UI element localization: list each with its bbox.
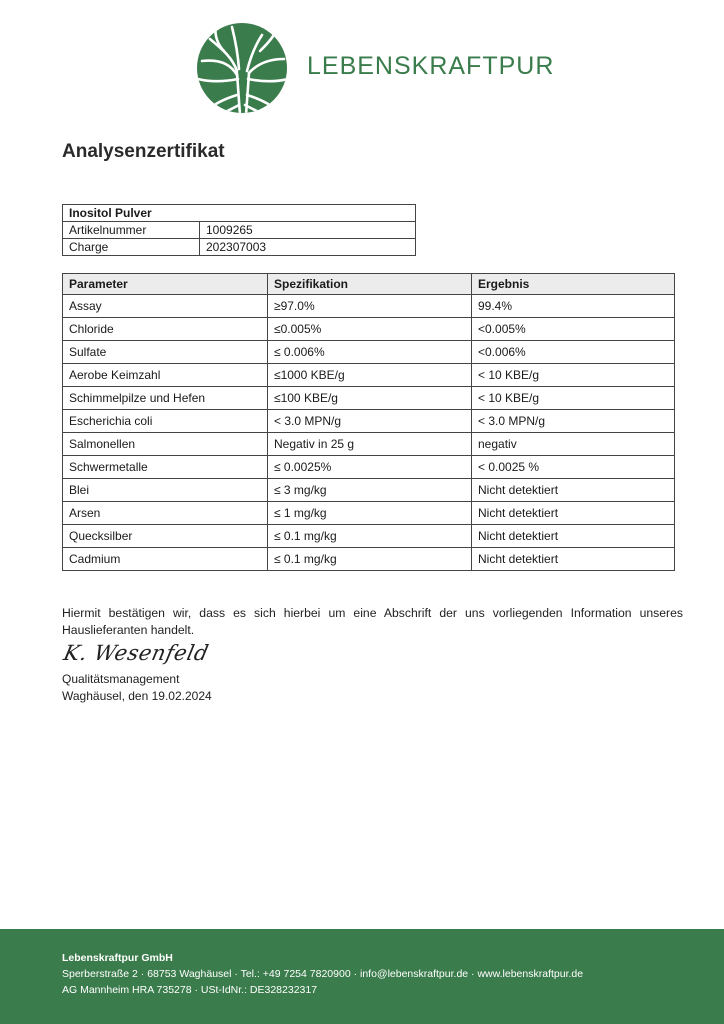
brand-wordmark xyxy=(307,52,554,81)
cell-parameter: Escherichia coli xyxy=(63,410,268,433)
cell-spec: ≤100 KBE/g xyxy=(268,387,472,410)
cell-result: < 0.0025 % xyxy=(472,456,675,479)
cell-parameter: Aerobe Keimzahl xyxy=(63,364,268,387)
product-row xyxy=(63,222,416,239)
table-row xyxy=(63,456,675,479)
cell-parameter: Chloride xyxy=(63,318,268,341)
table-row xyxy=(63,502,675,525)
cell-spec: ≤ 0.006% xyxy=(268,341,472,364)
cell-parameter: Schwermetalle xyxy=(63,456,268,479)
cell-spec: ≤0.005% xyxy=(268,318,472,341)
cell-spec: ≤ 3 mg/kg xyxy=(268,479,472,502)
cell-spec: ≤ 0.1 mg/kg xyxy=(268,548,472,571)
cell-spec: ≥97.0% xyxy=(268,295,472,318)
brand-name-part2: PUR xyxy=(498,52,555,80)
cell-result: < 10 KBE/g xyxy=(472,364,675,387)
results-header-row xyxy=(63,274,675,295)
product-name: Inositol Pulver xyxy=(63,205,416,222)
cell-result: < 10 KBE/g xyxy=(472,387,675,410)
footer-registration: AG Mannheim HRA 735278 · USt-IdNr.: DE328232317 xyxy=(62,984,318,996)
footer-company: Lebenskraftpur GmbH xyxy=(62,952,173,964)
table-row xyxy=(63,548,675,571)
header-spec: Spezifikation xyxy=(268,274,472,295)
place-date: Waghäusel, den 19.02.2024 xyxy=(62,689,212,703)
table-row xyxy=(63,479,675,502)
footer xyxy=(0,929,724,1024)
brand-name-part1: LEBENSKRAFT xyxy=(307,52,499,80)
product-row-value: 1009265 xyxy=(200,222,416,239)
product-row-value: 202307003 xyxy=(200,239,416,256)
cell-parameter: Assay xyxy=(63,295,268,318)
footer-address: Sperberstraße 2 · 68753 Waghäusel · Tel.: +49 7254 7820900 · info@lebenskraftpur.de · www.lebenskraftpur.de xyxy=(62,968,584,980)
cell-spec: ≤ 1 mg/kg xyxy=(268,502,472,525)
product-name-row xyxy=(63,205,416,222)
table-row xyxy=(63,410,675,433)
cell-result: Nicht detektiert xyxy=(472,479,675,502)
cell-parameter: Quecksilber xyxy=(63,525,268,548)
tree-logo-icon xyxy=(192,21,292,115)
cell-parameter: Arsen xyxy=(63,502,268,525)
signature-name: K. Wesenfeld xyxy=(61,641,211,665)
cell-spec: < 3.0 MPN/g xyxy=(268,410,472,433)
table-row xyxy=(63,433,675,456)
table-row xyxy=(63,387,675,410)
cell-result: Nicht detektiert xyxy=(472,525,675,548)
confirmation-text: Hiermit bestätigen wir, dass es sich hierbei um eine Abschrift der uns vorliegenden Information unseres Hauslieferanten handelt. xyxy=(62,606,683,637)
table-row xyxy=(63,364,675,387)
table-row xyxy=(63,341,675,364)
cell-spec: ≤ 0.1 mg/kg xyxy=(268,525,472,548)
cell-parameter: Cadmium xyxy=(63,548,268,571)
header-result: Ergebnis xyxy=(472,274,675,295)
cell-result: Nicht detektiert xyxy=(472,502,675,525)
cell-result: Nicht detektiert xyxy=(472,548,675,571)
product-row-label: Charge xyxy=(63,239,200,256)
product-row-label: Artikelnummer xyxy=(63,222,200,239)
table-row xyxy=(63,525,675,548)
header-parameter: Parameter xyxy=(63,274,268,295)
cell-result: < 3.0 MPN/g xyxy=(472,410,675,433)
cell-result: negativ xyxy=(472,433,675,456)
cell-result: 99.4% xyxy=(472,295,675,318)
product-table xyxy=(62,204,416,256)
cell-parameter: Salmonellen xyxy=(63,433,268,456)
results-table xyxy=(62,273,675,571)
table-row xyxy=(63,318,675,341)
cell-spec: Negativ in 25 g xyxy=(268,433,472,456)
signature xyxy=(61,641,211,673)
page-title: Analysenzertifikat xyxy=(62,141,225,162)
table-row xyxy=(63,295,675,318)
cell-spec: ≤1000 KBE/g xyxy=(268,364,472,387)
cell-parameter: Sulfate xyxy=(63,341,268,364)
cell-parameter: Schimmelpilze und Hefen xyxy=(63,387,268,410)
header xyxy=(0,18,724,118)
product-row xyxy=(63,239,416,256)
cell-result: <0.005% xyxy=(472,318,675,341)
cell-spec: ≤ 0.0025% xyxy=(268,456,472,479)
cell-parameter: Blei xyxy=(63,479,268,502)
cell-result: <0.006% xyxy=(472,341,675,364)
signer-role: Qualitätsmanagement xyxy=(62,672,180,686)
